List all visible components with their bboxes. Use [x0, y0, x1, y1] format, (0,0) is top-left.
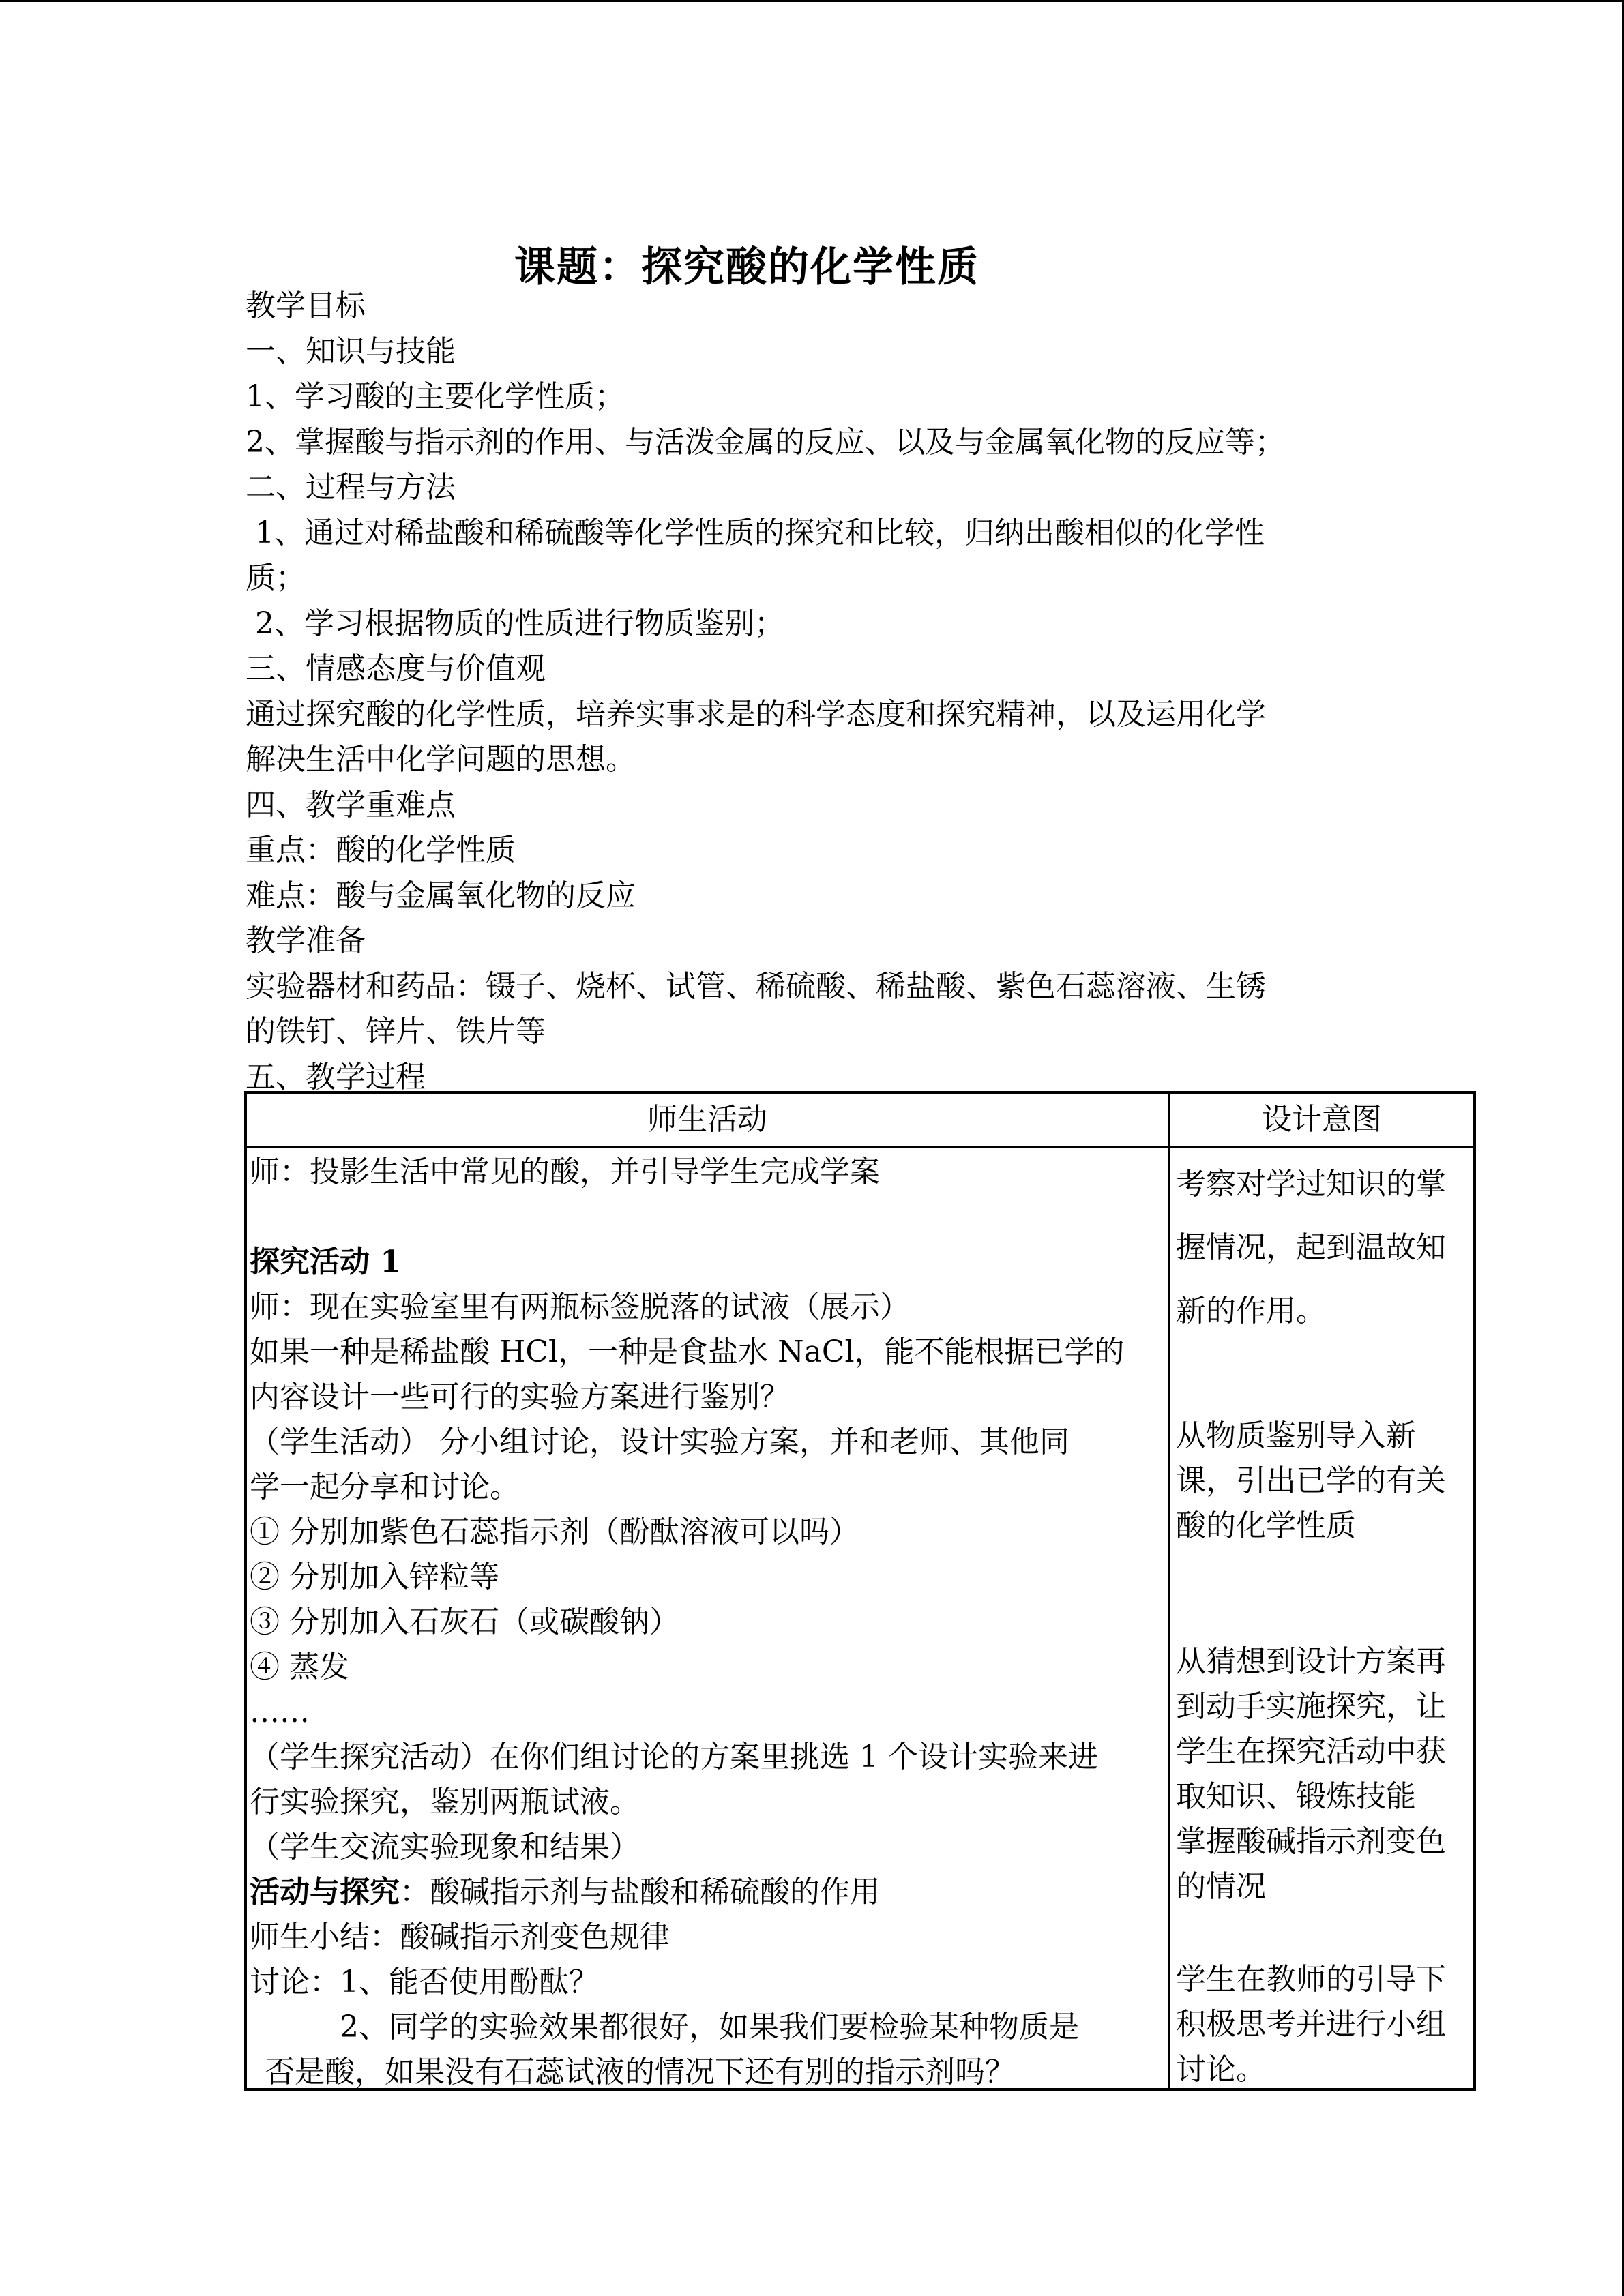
activity-heading: 探究活动 1 — [250, 1244, 401, 1279]
intent-line: 酸的化学性质 — [1176, 1508, 1356, 1543]
intent-line: 学生在教师的引导下 — [1176, 1962, 1446, 1997]
table-line: 内容设计一些可行的实验方案进行鉴别？ — [250, 1380, 790, 1414]
spacer — [1176, 1909, 1473, 1957]
activity-inline-heading: 活动与探究 — [250, 1875, 400, 1909]
list-item: ③ 分别加入石灰石（或碳酸钠） — [250, 1605, 679, 1639]
body-line: 质； — [246, 561, 306, 595]
table-line: 师生小结：酸碱指示剂变色规律 — [250, 1920, 670, 1954]
section-heading: 一、知识与技能 — [246, 333, 456, 369]
section-heading: 教学准备 — [246, 923, 366, 958]
table-line: 讨论：1、能否使用酚酞？ — [250, 1965, 599, 1999]
teaching-process-table — [244, 1091, 1476, 2091]
intent-line: 到动手实施探究，让 — [1176, 1689, 1446, 1724]
spacer — [1176, 1549, 1473, 1639]
body-line: 1、通过对稀盐酸和稀硫酸等化学性质的探究和比较，归纳出酸相似的化学性 — [255, 515, 1265, 550]
intent-block — [1176, 1414, 1473, 1549]
list-item: ② 分别加入锌粒等 — [250, 1560, 499, 1594]
intent-line: 掌握酸碱指示剂变色 — [1176, 1824, 1446, 1859]
body-line: 重点：酸的化学性质 — [246, 833, 516, 867]
intent-line: 课，引出已学的有关 — [1176, 1463, 1446, 1498]
body-line: 的铁钉、锌片、铁片等 — [246, 1014, 546, 1049]
table-line: 2、同学的实验效果都很好，如果我们要检验某种物质是 — [340, 2010, 1079, 2044]
table-line: 如果一种是稀盐酸 HCl，一种是食盐水 NaCl，能不能根据已学的 — [250, 1335, 1125, 1369]
intent-block — [1176, 1639, 1473, 1909]
table-column-divider — [1168, 1094, 1170, 2088]
body-line: 难点：酸与金属氧化物的反应 — [246, 878, 636, 913]
table-line: （学生交流实验现象和结果） — [250, 1830, 640, 1864]
section-heading: 教学目标 — [246, 288, 366, 323]
intent-line: 积极思考并进行小组 — [1176, 2007, 1446, 2042]
intent-line: 考察对学过知识的掌 — [1176, 1167, 1446, 1202]
body-line: 1、学习酸的主要化学性质； — [246, 379, 625, 414]
body-line: 2、学习根据物质的性质进行物质鉴别； — [255, 606, 784, 641]
table-line: 否是酸，如果没有石蕊试液的情况下还有别的指示剂吗？ — [265, 2055, 1015, 2089]
intent-line: 的情况 — [1176, 1869, 1266, 1904]
lesson-plan-body — [246, 284, 1378, 1100]
ellipsis: …… — [250, 1695, 310, 1729]
page-title: 课题：探究酸的化学性质 — [514, 243, 979, 292]
table-line — [250, 1870, 1164, 1915]
intent-line: 握情况，起到温故知 — [1176, 1230, 1446, 1265]
table-line: 行实验探究，鉴别两瓶试液。 — [250, 1785, 640, 1819]
intent-line: 讨论。 — [1176, 2052, 1266, 2087]
section-heading: 四、教学重难点 — [246, 787, 456, 822]
table-header-intent: 设计意图 — [1262, 1102, 1382, 1137]
body-line: 实验器材和药品：镊子、烧杯、试管、稀硫酸、稀盐酸、紫色石蕊溶液、生锈 — [246, 968, 1266, 1004]
spacer — [1176, 1343, 1473, 1414]
table-line: 学一起分享和讨论。 — [250, 1470, 520, 1504]
body-line: 2、掌握酸与指示剂的作用、与活泼金属的反应、以及与金属氧化物的反应等； — [246, 424, 1285, 460]
intent-line: 取知识、锻炼技能 — [1176, 1779, 1416, 1814]
table-header-divider — [247, 1146, 1473, 1148]
intent-block — [1176, 1152, 1473, 1343]
body-line: 解决生活中化学问题的思想。 — [246, 742, 636, 777]
activity-inline-text: ：酸碱指示剂与盐酸和稀硫酸的作用 — [400, 1875, 880, 1909]
page-top-border — [0, 0, 1624, 2]
intent-block — [1176, 1957, 1473, 2092]
intent-cell — [1176, 1152, 1473, 2092]
table-header-activities: 师生活动 — [647, 1102, 767, 1137]
intent-line: 学生在探究活动中获 — [1176, 1734, 1446, 1769]
list-item: ① 分别加紫色石蕊指示剂（酚酞溶液可以吗） — [250, 1515, 859, 1549]
section-heading: 三、情感态度与价值观 — [246, 651, 546, 686]
section-heading: 五、教学过程 — [246, 1059, 426, 1094]
section-heading: 二、过程与方法 — [246, 470, 456, 505]
table-line: 师：投影生活中常见的酸，并引导学生完成学案 — [250, 1154, 880, 1189]
table-line: 师：现在实验室里有两瓶标签脱落的试液（展示） — [250, 1289, 910, 1324]
activities-cell — [250, 1150, 1164, 2095]
list-item: ④ 蒸发 — [250, 1650, 349, 1684]
blank-line — [250, 1195, 1164, 1240]
table-line: （学生活动） 分小组讨论，设计实验方案，并和老师、其他同 — [250, 1425, 1069, 1459]
intent-line: 从猜想到设计方案再 — [1176, 1644, 1446, 1679]
intent-line: 从物质鉴别导入新 — [1176, 1418, 1416, 1453]
body-line: 通过探究酸的化学性质，培养实事求是的科学态度和探究精神，以及运用化学 — [246, 696, 1266, 732]
intent-line: 新的作用。 — [1176, 1294, 1326, 1328]
table-line: （学生探究活动）在你们组讨论的方案里挑选 1 个设计实验来进 — [250, 1740, 1098, 1774]
